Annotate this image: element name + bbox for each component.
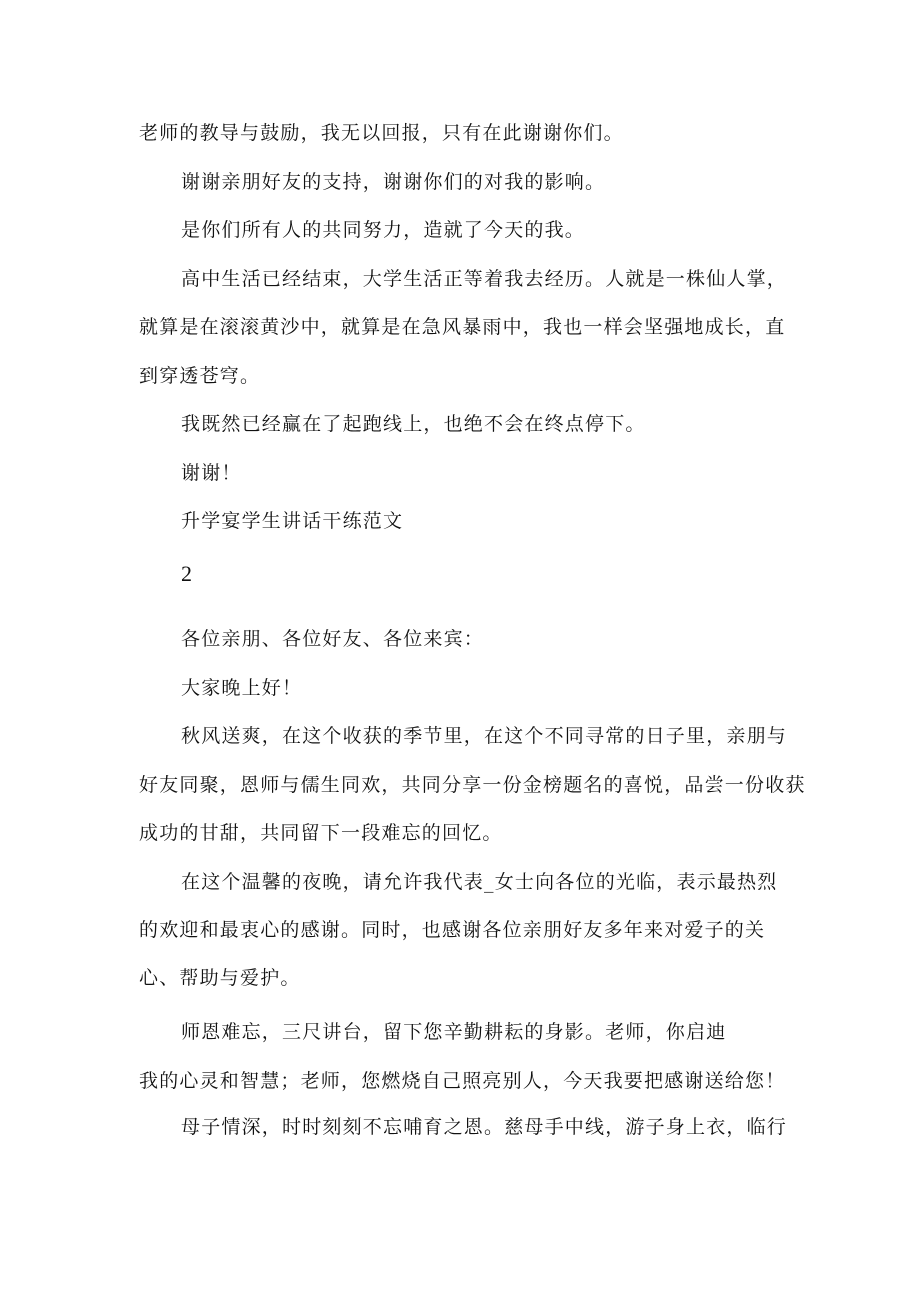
text-line-21: 母子情深，时时刻刻不忘哺育之恩。慈母手中线，游子身上衣，临行 (181, 1116, 788, 1138)
text-line-3: 是你们所有人的共同努力，造就了今天的我。 (181, 219, 586, 241)
text-line-5: 就算是在滚滚黄沙中，就算是在急风暴雨中，我也一样会坚强地成长，直 (139, 316, 786, 338)
text-line-4: 高中生活已经结束，大学生活正等着我去经历。人就是一株仙人掌， (181, 268, 788, 290)
text-line-17: 的欢迎和最衷心的感谢。同时，也感谢各位亲朋好友多年来对爱子的关 (139, 919, 766, 941)
text-line-11: 各位亲朋、各位好友、各位来宾： (181, 628, 485, 650)
text-line-12: 大家晚上好！ (181, 677, 303, 699)
section-number: 2 (181, 561, 194, 586)
text-line-19: 师恩难忘，三尺讲台，留下您辛勤耕耘的身影。老师，你启迪 (181, 1021, 727, 1043)
text-line-18: 心、帮助与爱护。 (139, 967, 301, 989)
text-line-8: 谢谢！ (181, 462, 242, 484)
text-line-16: 在这个温馨的夜晚，请允许我代表_女士向各位的光临，表示最热烈 (181, 871, 778, 893)
text-line-20: 我的心灵和智慧；老师，您燃烧自己照亮别人，今天我要把感谢送给您！ (139, 1070, 786, 1092)
text-line-6: 到穿透苍穹。 (139, 365, 261, 387)
section-title: 升学宴学生讲话干练范文 (181, 510, 404, 532)
text-line-2: 谢谢亲朋好友的支持，谢谢你们的对我的影响。 (181, 171, 606, 193)
text-line-13: 秋风送爽，在这个收获的季节里，在这个不同寻常的日子里，亲朋与 (181, 725, 788, 747)
text-line-14: 好友同聚，恩师与儒生同欢，共同分享一份金榜题名的喜悦，品尝一份收获 (139, 774, 806, 796)
text-line-7: 我既然已经赢在了起跑线上，也绝不会在终点停下。 (181, 413, 646, 435)
text-line-1: 老师的教导与鼓励，我无以回报，只有在此谢谢你们。 (139, 122, 624, 144)
text-line-15: 成功的甘甜，共同留下一段难忘的回忆。 (139, 822, 503, 844)
